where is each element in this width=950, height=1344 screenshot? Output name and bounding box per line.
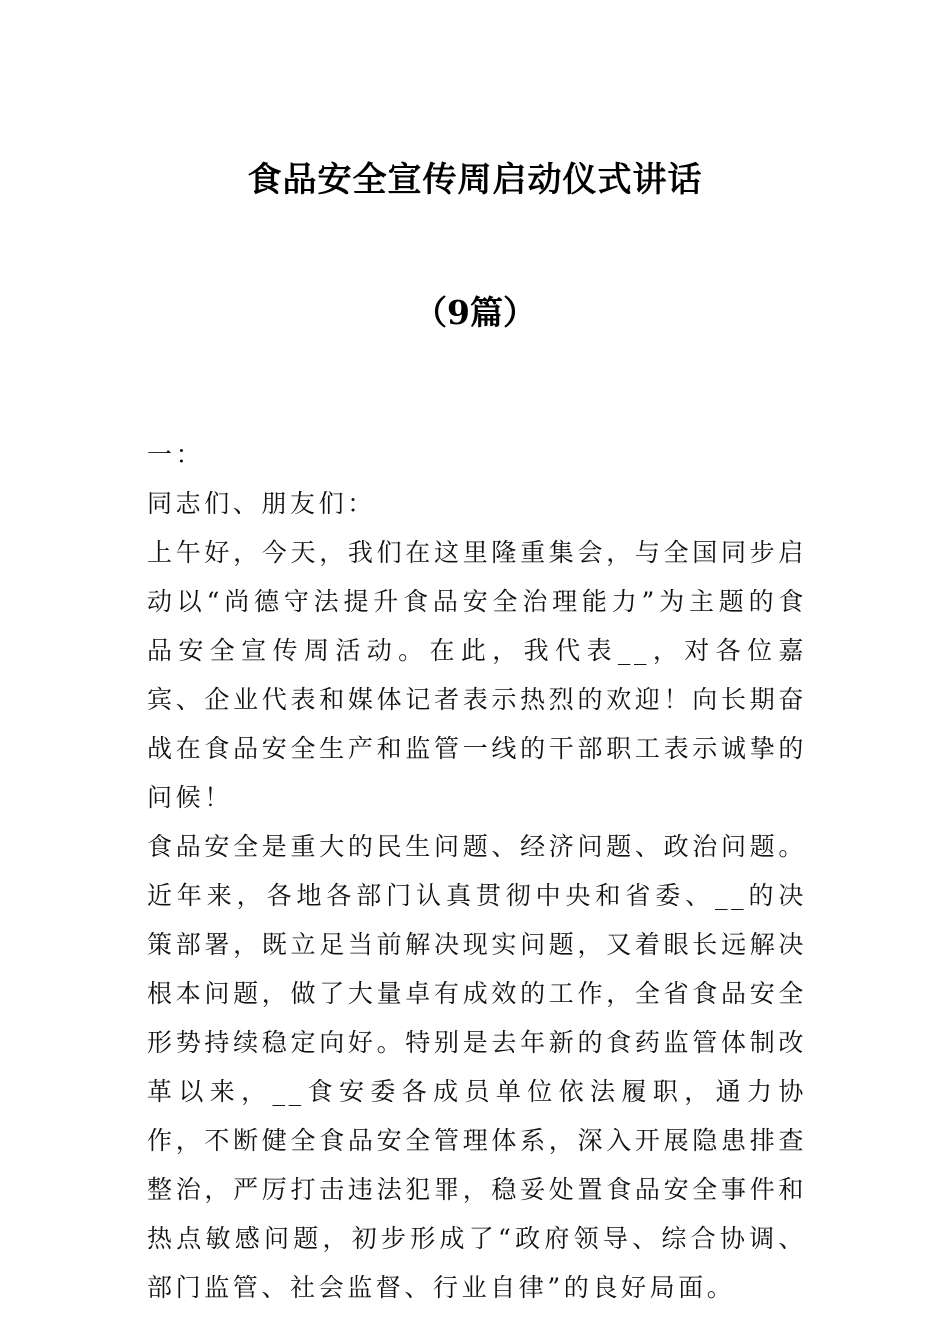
document-body: [147, 430, 807, 1312]
document-title: 食品安全宣传周启动仪式讲话: [247, 160, 703, 200]
document-subtitle: （9篇）: [414, 293, 536, 332]
paragraph-opening: 上午好，今天，我们在这里隆重集会，与全国同步启动以“尚德守法提升食品安全治理能力”为主题的食品安全宣传周活动。在此，我代表__，对各位嘉宾、企业代表和媒体记者表示热烈的欢迎！向长期奋战在食品安全生产和监管一线的干部职工表示诚挚的问候！: [147, 538, 807, 812]
paragraph-food-safety: 食品安全是重大的民生问题、经济问题、政治问题。近年来，各地各部门认真贯彻中央和省委、__的决策部署，既立足当前解决现实问题，又着眼长远解决根本问题，做了大量卓有成效的工作，全省食品安全形势持续稳定向好。特别是去年新的食药监管体制改革以来，__食安委各成员单位依法履职，通力协作，不断健全食品安全管理体系，深入开展隐患排查整治，严厉打击违法犯罪，稳妥处置食品安全事件和热点敏感问题，初步形成了“政府领导、综合协调、部门监管、社会监督、行业自律”的良好局面。: [147, 832, 807, 1302]
section-heading: 一：: [147, 440, 205, 469]
salutation: 同志们、朋友们：: [147, 489, 376, 518]
